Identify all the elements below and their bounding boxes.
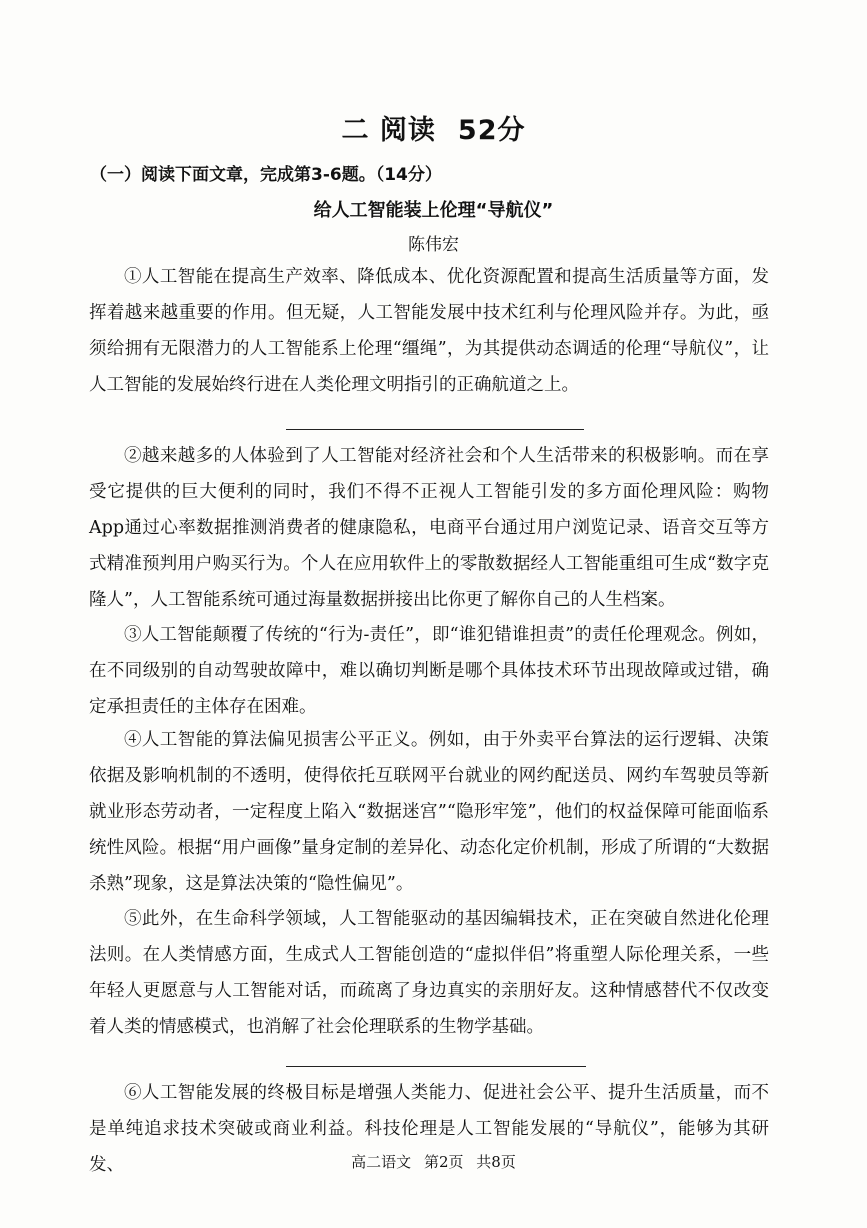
footer-total: 共8页	[476, 1153, 516, 1171]
question-heading: （一）阅读下面文章，完成第3-6题。（14分）	[90, 165, 442, 185]
paragraph-5: ⑤此外，在生命科学领域，人工智能驱动的基因编辑技术，正在突破自然进化伦理法则。在人类情感方面，生成式人工智能创造的“虚拟伴侣”将重塑人际伦理关系，一些年轻人更愿意与人工智能对话，而疏离了身边真实的亲朋好友。这种情感替代不仅改变着人类的情感模式，也消解了社会伦理联系的生物学基础。	[89, 909, 769, 1037]
paragraph-2: ②越来越多的人体验到了人工智能对经济社会和个人生活带来的积极影响。而在享受它提供的巨大便利的同时，我们不得不正视人工智能引发的多方面伦理风险：购物App通过心率数据推测消费者的健康隐私，电商平台通过用户浏览记录、语音交互等方式精准预判用户购买行为。个人在应用软件上的零散数据经人工智能重组可生成“数字克隆人”，人工智能系统可通过海量数据拼接出比你更了解你自己的人生档案。	[89, 446, 769, 610]
section-score: 52分	[457, 115, 526, 146]
blank-line-1	[286, 429, 584, 430]
paragraph-1: ①人工智能在提高生产效率、降低成本、优化资源配置和提高生活质量等方面，发挥着越来越重要的作用。但无疑，人工智能发展中技术红利与伦理风险并存。为此，亟须给拥有无限潜力的人工智能系上伦理“缰绳”，为其提供动态调适的伦理“导航仪”，让人工智能的发展始终行进在人类伦理文明指引的正确航道之上。	[89, 267, 769, 395]
article-author: 陈伟宏	[408, 235, 459, 255]
paragraph-3: ③人工智能颠覆了传统的“行为-责任”，即“谁犯错谁担责”的责任伦理观念。例如，在不同级别的自动驾驶故障中，难以确切判断是哪个具体技术环节出现故障或过错，确定承担责任的主体存在困难。	[89, 625, 769, 717]
footer-page: 第2页	[423, 1153, 464, 1171]
footer-subject: 高二语文	[351, 1153, 412, 1171]
page-footer	[0, 1151, 867, 1172]
blank-line-2	[286, 1066, 586, 1067]
section-label: 二 阅读	[341, 115, 436, 146]
paragraph-4: ④人工智能的算法偏见损害公平正义。例如，由于外卖平台算法的运行逻辑、决策依据及影响机制的不透明，使得依托互联网平台就业的网约配送员、网约车驾驶员等新就业形态劳动者，一定程度上陷入“数据迷宫”“隐形牢笼”，他们的权益保障可能面临系统性风险。根据“用户画像”量身定制的差异化、动态化定价机制，形成了所谓的“大数据杀熟”现象，这是算法决策的“隐性偏见”。	[89, 730, 769, 894]
paragraph-6: ⑥人工智能发展的终极目标是增强人类能力、促进社会公平、提升生活质量，而不是单纯追求技术突破或商业利益。科技伦理是人工智能发展的“导航仪”，能够为其研发、	[89, 1083, 769, 1175]
article-title: 给人工智能装上伦理“导航仪”	[313, 200, 554, 221]
section-title	[0, 108, 867, 147]
